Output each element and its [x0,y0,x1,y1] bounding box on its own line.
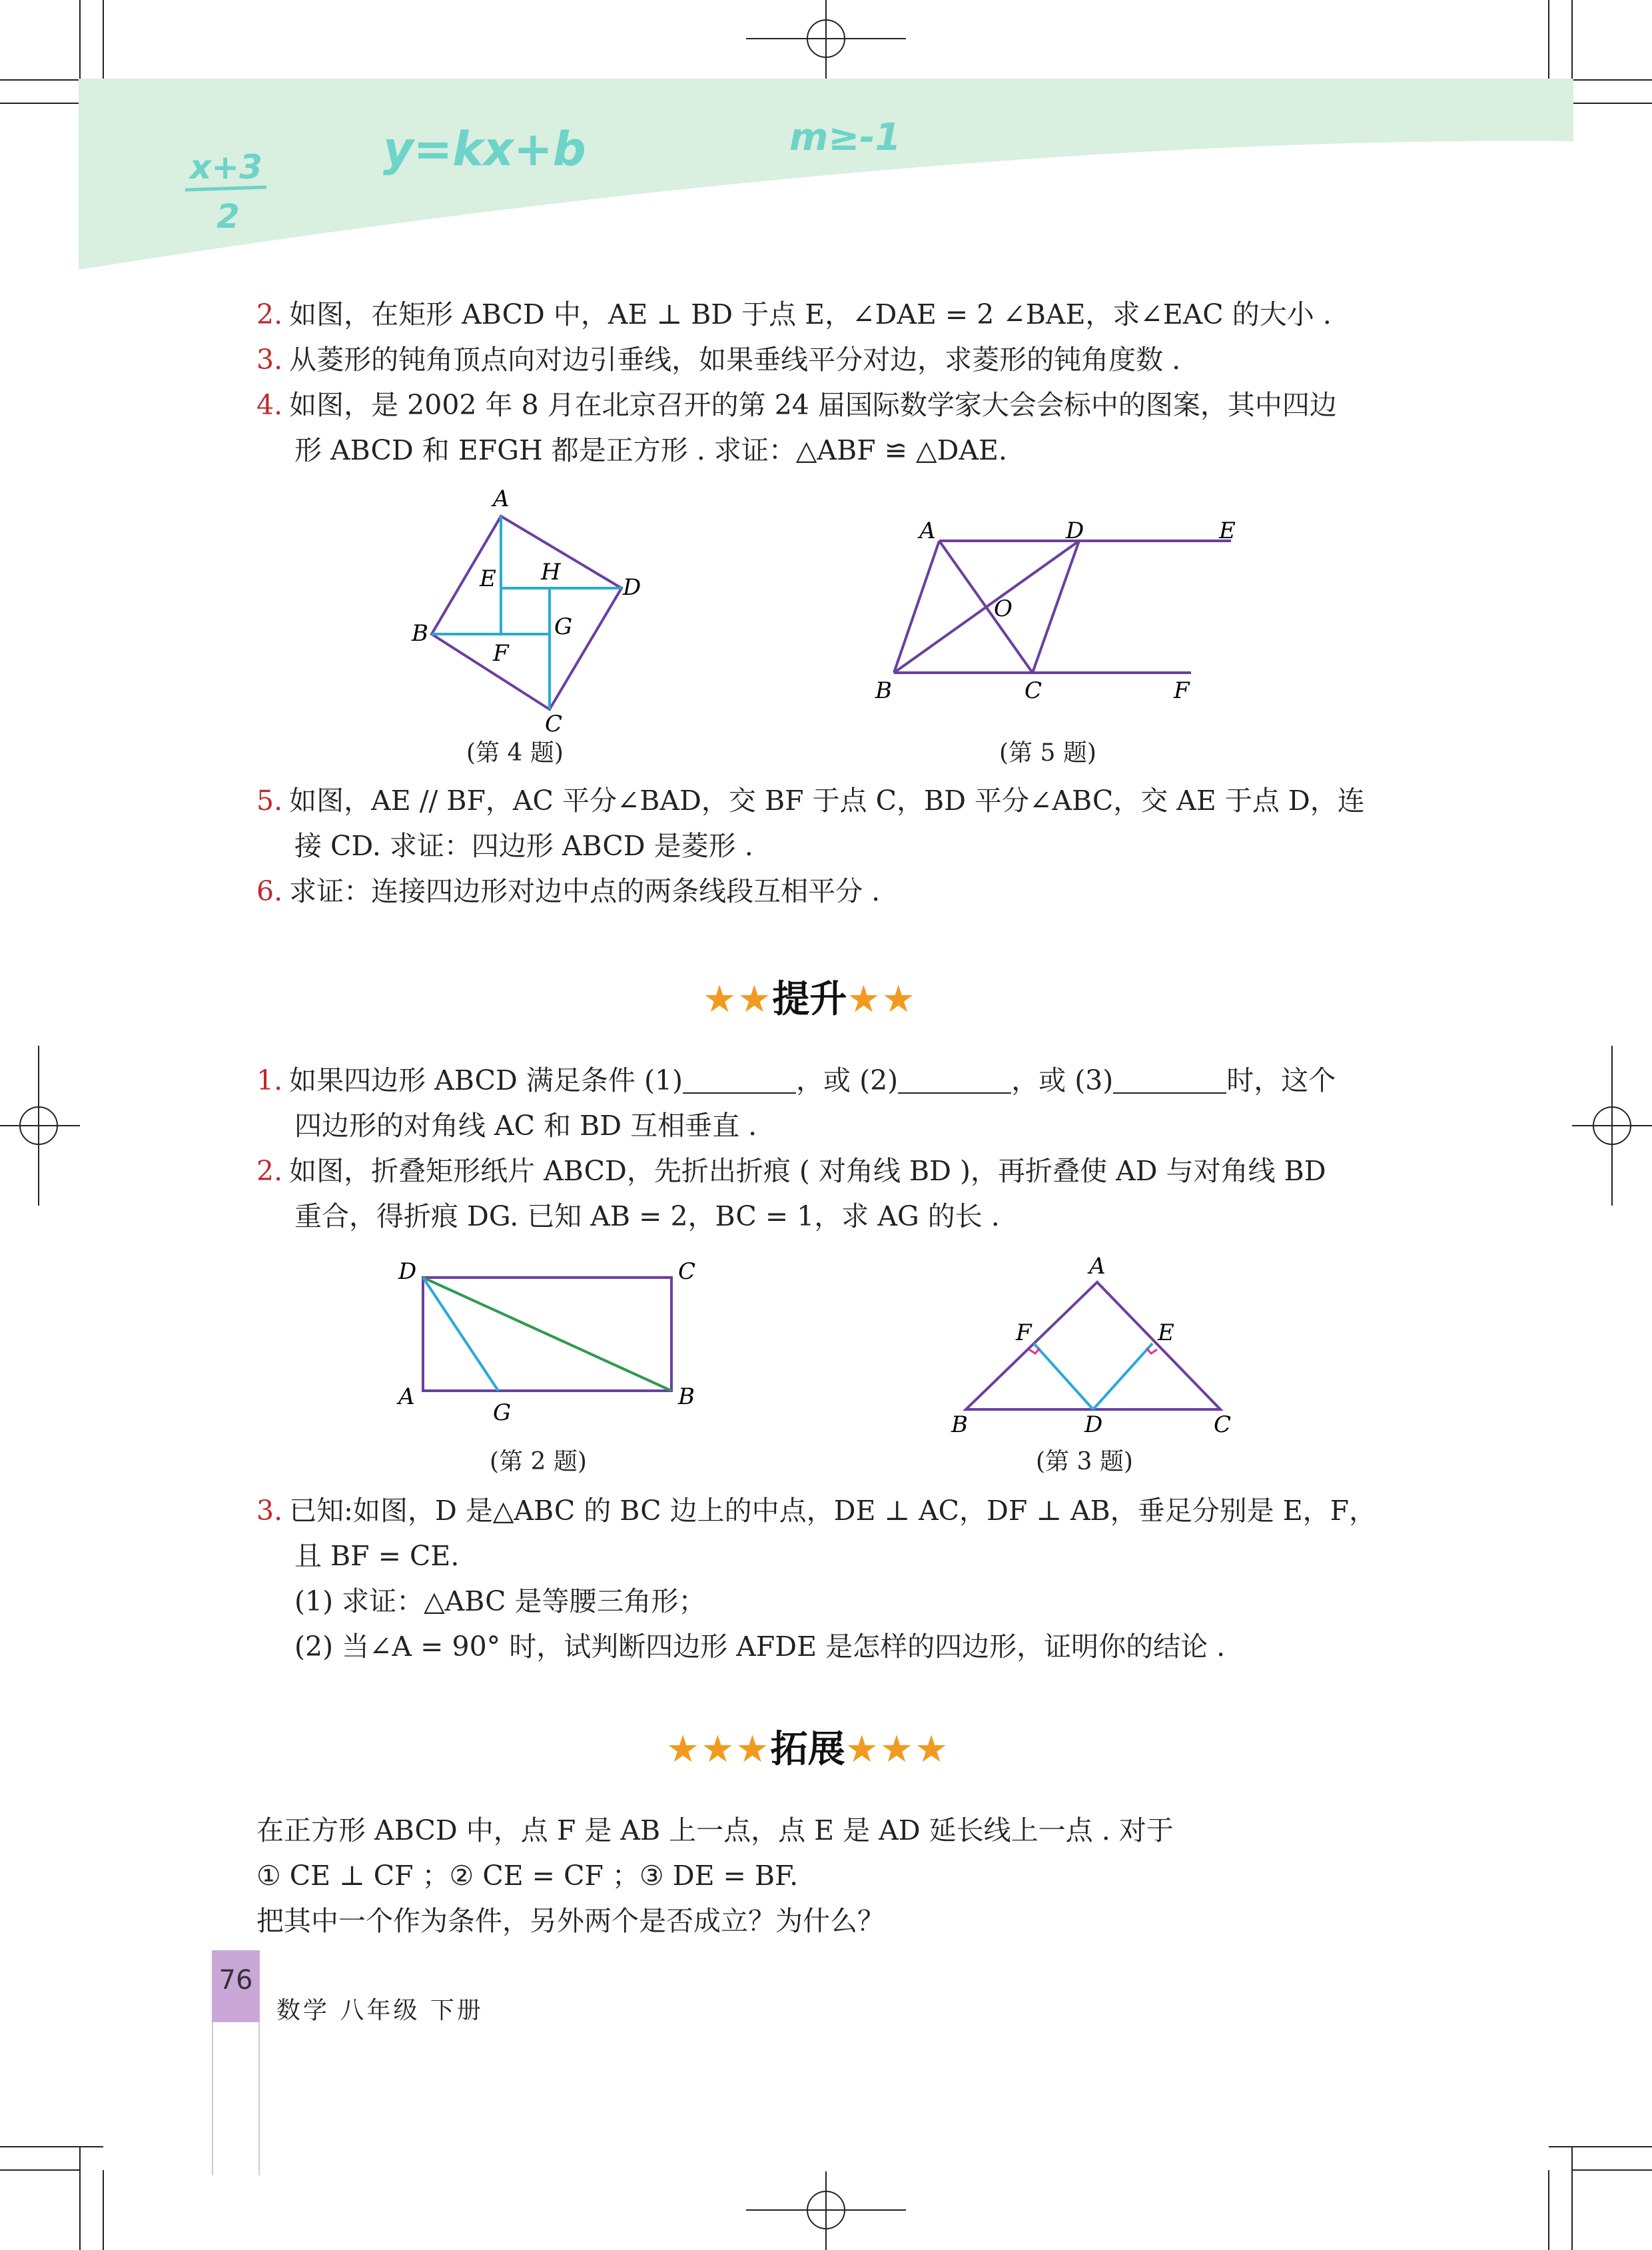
tisheng-3-line2: 且 BF = CE. [294,1540,460,1572]
fig-t2-label-a: A [398,1383,415,1410]
fig4-label-h: H [541,559,561,585]
header-linear-formula: y=kx+b [383,122,586,177]
problem-number: 1. [256,1064,283,1096]
header-fraction-denominator: 2 [216,197,240,236]
fig5-caption: (第 5 题) [999,739,1096,767]
fig-t3-label-d: D [1084,1411,1103,1438]
fig5-label-c: C [1025,677,1042,704]
header-band [0,0,1652,280]
fig5-label-b: B [875,677,892,704]
fig5-side-ab [894,541,939,673]
fig4-label-a: A [493,486,510,512]
fig-t3-label-c: C [1214,1411,1232,1438]
tisheng-1-line2: 四边形的对角线 AC 和 BD 互相垂直 . [294,1110,757,1142]
fig-t3-label-e: E [1158,1319,1174,1346]
star-icon: ★★ [847,978,917,1021]
tisheng-2 [256,1151,1326,1191]
problem-text: 从菱形的钝角顶点向对边引垂线，如果垂线平分对边，求菱形的钝角度数 . [289,344,1181,376]
problem-number: 2. [256,298,283,330]
problem-number: 2. [256,1155,283,1187]
problem-number: 5. [256,785,283,817]
section-title: 提升 [772,978,847,1021]
problem-text: ，或 (2) [796,1064,899,1096]
fill-blank [1113,1067,1226,1094]
tuozhan-line1: 在正方形 ABCD 中，点 F 是 AB 上一点，点 E 是 AD 延长线上一点 . 对于 [256,1814,1174,1846]
tisheng-2-line2: 重合，得折痕 DG. 已知 AB = 2，BC = 1，求 AG 的长 . [294,1200,1000,1232]
fig-t3-label-f: F [1016,1319,1032,1346]
fig-t3-right-angle-marks [1029,1348,1157,1353]
fig4-inner-lines [432,516,621,709]
section-tisheng-heading [703,970,917,1023]
problem-text: 求证：连接四边形对边中点的两条线段互相平分 . [289,875,881,907]
fill-blank [683,1067,796,1094]
problem-4-line2: 形 ABCD 和 EFGH 都是正方形 . 求证：△ABF ≌ △DAE. [294,434,1007,466]
fig4-label-e: E [480,565,496,592]
star-icon: ★★ [703,978,773,1021]
fig5-label-a: A [919,518,936,544]
problem-4 [256,385,1337,425]
problem-5-line2: 接 CD. 求证：四边形 ABCD 是菱形 . [294,830,753,862]
fig-t3-triangle [966,1282,1220,1409]
fig5-label-o: O [994,595,1013,622]
page-number: 76 [218,1965,253,1996]
problem-5 [256,781,1365,821]
header-inequality: m≥-1 [789,116,901,159]
problem-2 [256,294,1332,334]
fig-t2-label-g: G [493,1399,512,1426]
fig-t3-caption: (第 3 题) [1036,1448,1133,1475]
header-band-shape [79,79,1573,270]
fig4-label-b: B [412,620,428,647]
section-title: 拓展 [770,1728,845,1771]
fig4-label-f: F [493,640,509,667]
fig-t3-label-a: A [1089,1253,1106,1280]
section-tuozhan-heading [666,1720,949,1773]
tuozhan-line2: ① CE ⊥ CF ；② CE = CF ；③ DE = BF. [256,1860,799,1892]
problem-number: 4. [256,389,283,421]
fig4-label-g: G [554,613,573,640]
problem-text: ，或 (3) [1011,1064,1114,1096]
problem-text: 已知:如图，D 是△ABC 的 BC 边上的中点，DE ⊥ AC，DF ⊥ AB，垂足分别是 E，F， [289,1495,1377,1527]
fig-t3-label-b: B [951,1411,968,1438]
fig-t2-label-b: B [678,1383,695,1410]
problem-text: 如图，在矩形 ABCD 中，AE ⊥ BD 于点 E，∠DAE = 2 ∠BAE，求∠EAC 的大小 . [289,298,1332,330]
problem-text: 如果四边形 ABCD 满足条件 (1) [289,1064,683,1096]
problem-3 [256,340,1180,380]
tisheng-3-part1: (1) 求证：△ABC 是等腰三角形； [294,1585,706,1617]
fig5-label-f: F [1174,677,1190,704]
figure-4 [400,486,666,733]
star-icon: ★★★ [845,1728,950,1771]
fill-blank [898,1067,1011,1094]
problem-number: 3. [256,344,283,376]
problem-number: 6. [256,875,283,907]
header-fraction-numerator: x+3 [190,148,262,187]
fig-t3-perpendiculars [1034,1343,1152,1409]
problem-text: 如图，AE // BF，AC 平分∠BAD，交 BF 于点 C，BD 平分∠ABC，交 AE 于点 D，连 [289,785,1365,817]
fig-t2-label-c: C [678,1258,696,1285]
tisheng-1 [256,1060,1336,1100]
fig4-caption: (第 4 题) [466,739,564,767]
fig-t2-caption: (第 2 题) [490,1448,587,1475]
problem-number: 3. [256,1495,283,1527]
fig-t2-label-d: D [398,1258,417,1285]
tisheng-3-part2: (2) 当∠A = 90° 时，试判断四边形 AFDE 是怎样的四边形，证明你的结论 . [294,1631,1226,1663]
figure-t3 [933,1252,1252,1439]
fig5-side-dc [1032,541,1079,673]
fig5-label-d: D [1066,518,1084,544]
problem-text: 时，这个 [1226,1064,1336,1096]
problem-text: 如图，是 2002 年 8 月在北京召开的第 24 届国际数学家大会会标中的图案，其中四边 [289,389,1337,421]
problem-text: 如图，折叠矩形纸片 ABCD，先折出折痕 ( 对角线 BD )，再折叠使 AD 与对角线 BD [289,1155,1326,1187]
figure-t2 [386,1252,719,1432]
fig5-diagonal-bd [894,541,1079,673]
fig4-square-abcd [432,516,621,709]
fig4-label-d: D [623,574,641,601]
star-icon: ★★★ [666,1728,771,1771]
figure-5 [866,513,1252,713]
fig5-label-e: E [1219,518,1236,544]
tisheng-3 [256,1491,1376,1531]
page-tab-rail [212,2022,260,2175]
problem-6 [256,871,880,911]
tuozhan-line3: 把其中一个作为条件，另外两个是否成立？为什么？ [256,1905,885,1937]
fig4-label-c: C [545,711,563,733]
book-title: 数学 八年级 下册 [276,1997,484,2024]
